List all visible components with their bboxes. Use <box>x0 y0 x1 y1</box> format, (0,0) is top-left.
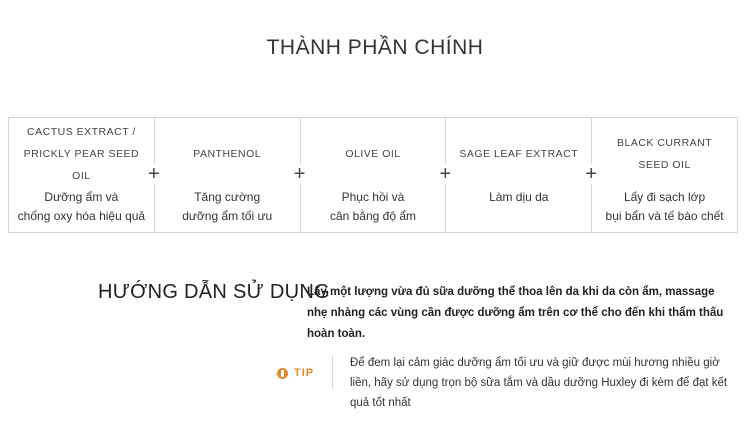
ingredient-desc: Lấy đi sạch lớp bụi bẩn và tế bào chết <box>605 190 724 223</box>
tip-label <box>277 367 314 379</box>
ingredient-cell <box>9 118 160 232</box>
tip-word: TIP <box>294 367 315 379</box>
plus-icon: + <box>583 164 599 184</box>
ingredient-cell <box>301 118 452 232</box>
ingredient-name: CACTUS EXTRACT / PRICKLY PEAR SEED OIL <box>23 126 140 182</box>
plus-icon: + <box>292 164 308 184</box>
ingredient-desc: Phục hồi và cân bằng độ ẩm <box>329 190 417 223</box>
info-icon <box>277 368 288 379</box>
ingredient-name: PANTHENOL <box>193 148 262 160</box>
ingredient-cell <box>592 118 737 232</box>
ingredient-name: SAGE LEAF EXTRACT <box>459 148 579 160</box>
ingredient-desc: Tăng cường dưỡng ẩm tối ưu <box>182 190 273 223</box>
divider <box>332 356 333 389</box>
usage-title: HƯỚNG DẪN SỬ DỤNG <box>98 281 330 303</box>
tip-text: Để đem lại cảm giác dưỡng ẩm tối ưu và giữ được mùi hương nhiều giờ liền, hãy sử dụng trọn bộ sữa tắm và dầu dưỡng Huxley đi kèm để đạt kết quả tốt nhất <box>350 357 728 409</box>
ingredient-name: BLACK CURRANT SEED OIL <box>616 137 713 171</box>
ingredient-name: OLIVE OIL <box>345 148 401 160</box>
ingredient-desc: Làm dịu da <box>489 190 549 204</box>
ingredient-cell <box>446 118 598 232</box>
ingredients-table <box>8 117 738 233</box>
section-title: THÀNH PHẦN CHÍNH <box>266 36 484 59</box>
plus-icon: + <box>437 164 453 184</box>
usage-text: Lấy một lượng vừa đủ sữa dưỡng thể thoa lên da khi da còn ẩm, massage nhẹ nhàng các vùng cần được dưỡng ẩm trên cơ thể cho đến khi thẩm thấu hoàn toàn. <box>307 286 724 340</box>
ingredient-cell <box>155 118 306 232</box>
plus-icon: + <box>146 164 162 184</box>
ingredient-desc: Dưỡng ẩm và chống oxy hóa hiệu quả <box>17 190 146 223</box>
